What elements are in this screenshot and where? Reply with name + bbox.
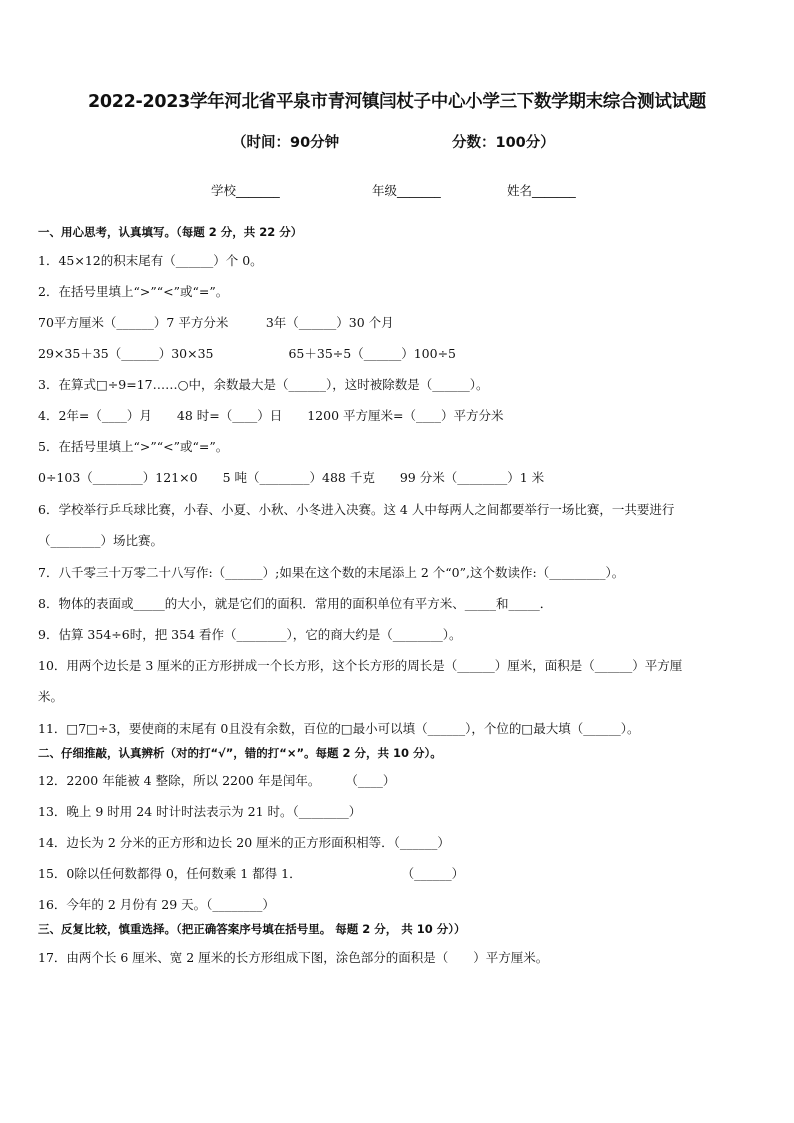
question-line: 15．0除以任何数都得 0，任何数乘 1 都得 1． （______） <box>38 866 465 881</box>
question-line: 2．在括号里填上“>”“<”或“=”。 <box>38 284 229 299</box>
name-field: 姓名_______ <box>507 183 576 198</box>
question-line: 米。 <box>38 689 64 704</box>
question-line: 29×35＋35（______）30×35 65＋35÷5（______）100÷5 <box>38 346 456 361</box>
question-line: 10．用两个边长是 3 厘米的正方形拼成一个长方形，这个长方形的周长是（______）厘米，面积是（______）平方厘 <box>38 658 683 673</box>
question-line: 11．□7□÷3，要使商的末尾有 0且没有余数，百位的□最小可以填（______），个位的□最大填（______）。 <box>38 721 640 736</box>
question-line: 14．边长为 2 分米的正方形和边长 20 厘米的正方形面积相等．（______） <box>38 835 450 850</box>
question-line: 17．由两个长 6 厘米、宽 2 厘米的长方形组成下图，涂色部分的面积是（ ）平方厘米。 <box>38 950 549 965</box>
question-line: （________）场比赛。 <box>38 533 164 548</box>
school-field: 学校_______ <box>211 183 280 198</box>
section-heading: 二、仔细推敲，认真辨析（对的打“√”，错的打“×”。每题 2 分，共 10 分）。 <box>38 746 442 760</box>
page-title: 2022-2023学年河北省平泉市青河镇闫杖子中心小学三下数学期末综合测试试题 <box>88 92 706 112</box>
grade-field: 年级_______ <box>372 183 441 198</box>
section-heading: 三、反复比较，慎重选择。（把正确答案序号填在括号里。 每题 2 分， 共 10 分）） <box>38 922 466 936</box>
question-line: 4．2年=（____）月 48 时=（____）日 1200 平方厘米=（____）平方分米 <box>38 408 504 423</box>
exam-score: 分数：100分） <box>452 135 555 151</box>
question-line: 5．在括号里填上“>”“<”或“=”。 <box>38 439 229 454</box>
question-line: 0÷103（________）121×0 5 吨（________）488 千克 99 分米（________）1 米 <box>38 470 545 485</box>
section-heading: 一、用心思考，认真填写。（每题 2 分，共 22 分） <box>38 225 303 239</box>
question-line: 12．2200 年能被 4 整除，所以 2200 年是闰年。 （____） <box>38 773 396 788</box>
question-line: 8．物体的表面或_____的大小，就是它们的面积．常用的面积单位有平方米、_____和_____． <box>38 596 553 611</box>
exam-time: （时间：90分钟 <box>232 135 340 151</box>
question-line: 16．今年的 2 月份有 29 天。（________） <box>38 897 275 912</box>
question-line: 70平方厘米（______）7 平方分米 3年（______）30 个月 <box>38 315 394 330</box>
question-line: 9．估算 354÷6时，把 354 看作（________），它的商大约是（________）。 <box>38 627 462 642</box>
question-line: 1．45×12的积末尾有（______）个 0。 <box>38 253 263 268</box>
question-line: 6．学校举行乒乓球比赛，小春、小夏、小秋、小冬进入决赛。这 4 人中每两人之间都要举行一场比赛，一共要进行 <box>38 502 675 517</box>
question-line: 3．在算式□÷9=17……○中，余数最大是（______），这时被除数是（______）。 <box>38 377 489 392</box>
question-line: 13．晚上 9 时用 24 时计时法表示为 21 时。（________） <box>38 804 362 819</box>
question-line: 7．八千零三十万零二十八写作:（______）;如果在这个数的末尾添上 2 个“0”,这个数读作:（_________）。 <box>38 565 625 580</box>
